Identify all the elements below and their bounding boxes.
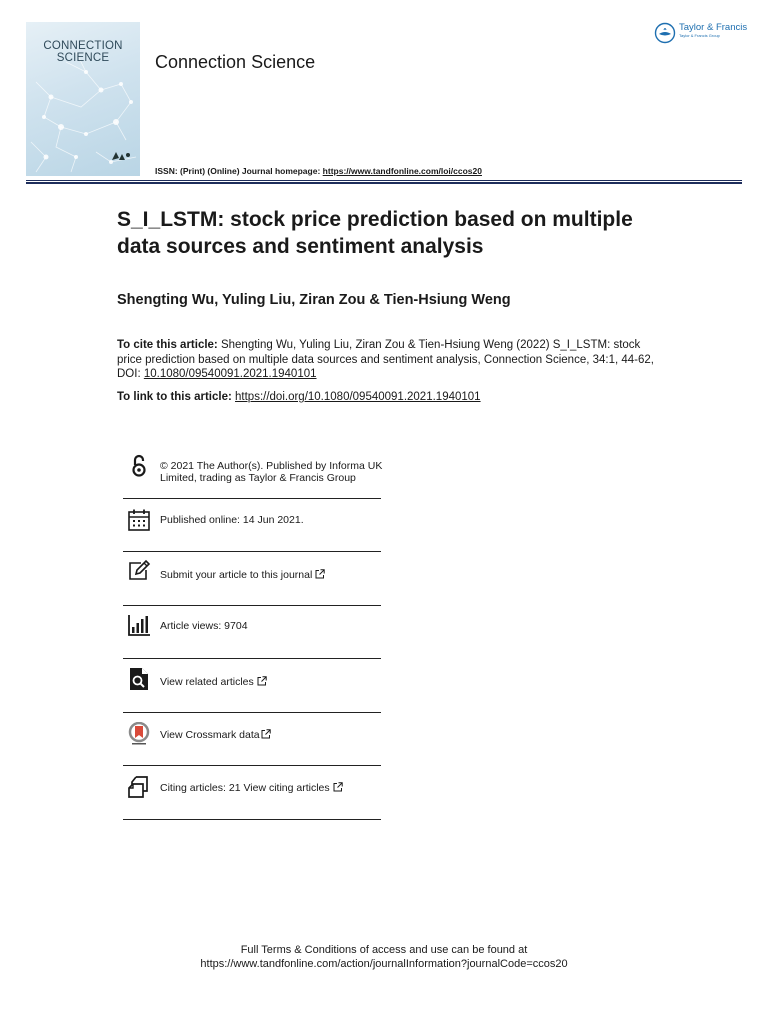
cover-title-line1: CONNECTION: [43, 40, 123, 52]
footer-terms-url[interactable]: https://www.tandfonline.com/action/journalInformation?journalCode=ccos20: [200, 958, 568, 970]
crossmark-row[interactable]: [123, 713, 381, 766]
cover-title-line2: SCIENCE: [56, 52, 110, 64]
issn-label: ISSN: (Print) (Online) Journal homepage:: [155, 166, 321, 176]
edit-icon: [127, 559, 151, 583]
submit-article-row[interactable]: [123, 552, 381, 606]
crossmark-link[interactable]: [160, 729, 271, 741]
external-link-icon: [257, 676, 267, 686]
related-articles-row[interactable]: [123, 659, 381, 713]
article-doi-url-link[interactable]: https://doi.org/10.1080/09540091.2021.1940101: [235, 391, 481, 403]
crossmark-icon: [127, 722, 151, 746]
doi-link[interactable]: 10.1080/09540091.2021.1940101: [143, 368, 317, 380]
related-articles-label: View related articles: [160, 676, 254, 688]
link-label: To link to this article:: [117, 391, 232, 403]
search-document-icon: [127, 667, 151, 691]
publisher-name: Taylor & Francis: [679, 22, 748, 33]
citation-block: [117, 338, 657, 382]
journal-name: Connection Science: [155, 52, 316, 72]
external-link-icon: [315, 569, 325, 579]
article-info-list: [123, 450, 381, 820]
journal-cover-image: [26, 22, 140, 176]
article-authors: Shengting Wu, Yuling Liu, Ziran Zou & Tien-Hsiung Weng: [117, 292, 511, 308]
footer-terms: [0, 943, 768, 971]
published-online-row: [123, 499, 381, 552]
article-views-text: Article views: 9704: [160, 620, 248, 632]
calendar-icon: [127, 508, 151, 532]
article-link-line: [117, 391, 481, 403]
cite-label: To cite this article:: [117, 339, 218, 351]
footer-line1: Full Terms & Conditions of access and use can be found at: [240, 944, 528, 956]
publisher-group: Taylor & Francis Group: [679, 33, 720, 38]
open-access-icon: [127, 454, 151, 478]
external-link-icon: [333, 782, 343, 792]
taylor-francis-logo[interactable]: [654, 22, 747, 44]
license-row: [123, 450, 381, 499]
header-rule-thin: [26, 180, 742, 181]
citing-articles-icon: [127, 775, 151, 799]
published-online-text: Published online: 14 Jun 2021.: [160, 514, 304, 526]
article-title: S_I_LSTM: stock price prediction based on multiple data sources and sentiment analysis: [117, 208, 633, 258]
bar-chart-icon: [127, 613, 151, 637]
citing-articles-label: Citing articles: 21 View citing articles: [160, 782, 330, 794]
crossmark-label: View Crossmark data: [160, 729, 260, 741]
article-views-row: [123, 606, 381, 659]
cite-text: Shengting Wu, Yuling Liu, Ziran Zou & Tien-Hsiung Weng (2022) S_I_LSTM: stock price prediction based on multiple data sources and sentiment analysis, Connection Science, 34:1, 44-62, DOI:: [117, 339, 654, 380]
citing-articles-row[interactable]: [123, 766, 381, 820]
taylor-francis-lamp-icon: [654, 22, 676, 44]
cover-title: [26, 40, 140, 64]
citing-articles-link[interactable]: [160, 782, 343, 794]
submit-article-link[interactable]: [160, 569, 325, 581]
header-rule-thick: [26, 182, 742, 184]
issn-line: [155, 166, 482, 176]
submit-article-label: Submit your article to this journal: [160, 569, 313, 581]
journal-homepage-link[interactable]: https://www.tandfonline.com/loi/ccos20: [322, 166, 482, 176]
license-text: © 2021 The Author(s). Published by Informa UK Limited, trading as Taylor & Francis Group: [160, 460, 383, 484]
related-articles-link[interactable]: [160, 676, 267, 688]
external-link-icon: [261, 729, 271, 739]
publisher-logo-icon: [110, 150, 132, 162]
